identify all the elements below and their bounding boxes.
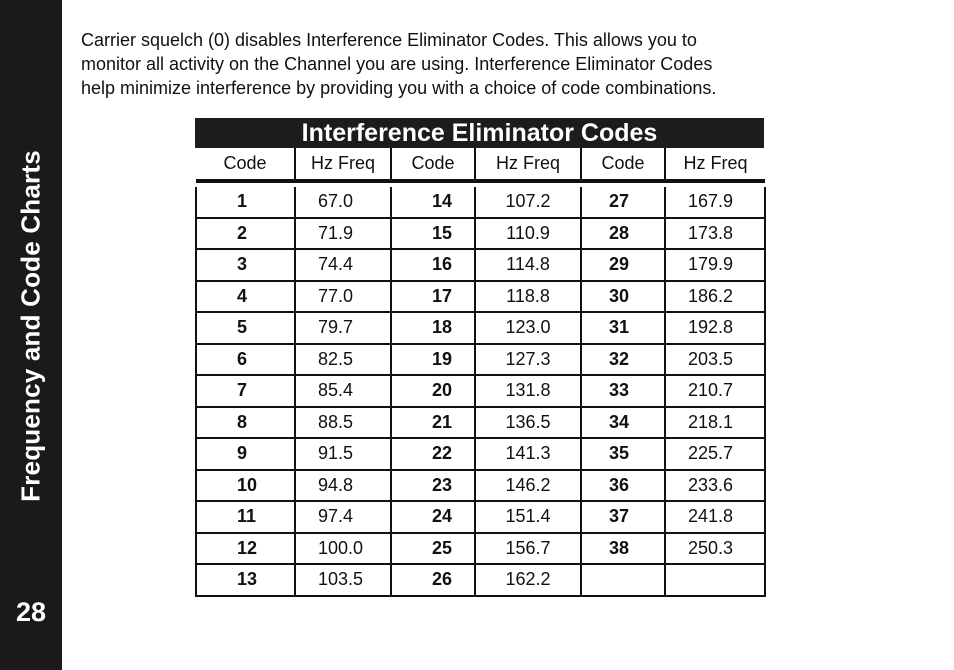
hz-freq-cell: 100.0	[295, 533, 391, 565]
table-row	[196, 218, 765, 250]
code-cell: 36	[581, 470, 665, 502]
code-cell: 16	[391, 249, 475, 281]
table-row	[196, 249, 765, 281]
code-cell: 15	[391, 218, 475, 250]
code-cell: 37	[581, 501, 665, 533]
hz-freq-cell	[665, 564, 765, 596]
code-cell: 12	[196, 533, 295, 565]
codes-table	[195, 148, 766, 597]
hz-freq-cell: 186.2	[665, 281, 765, 313]
code-cell: 6	[196, 344, 295, 376]
code-cell: 23	[391, 470, 475, 502]
header-row	[196, 148, 765, 181]
table-row	[196, 187, 765, 218]
hz-freq-cell: 74.4	[295, 249, 391, 281]
table-row	[196, 533, 765, 565]
hz-freq-cell: 77.0	[295, 281, 391, 313]
table-row	[196, 564, 765, 596]
code-cell	[581, 564, 665, 596]
hz-freq-cell: 192.8	[665, 312, 765, 344]
code-cell: 31	[581, 312, 665, 344]
code-cell: 33	[581, 375, 665, 407]
table-row	[196, 407, 765, 439]
hz-freq-cell: 156.7	[475, 533, 581, 565]
hz-freq-cell: 210.7	[665, 375, 765, 407]
code-cell: 2	[196, 218, 295, 250]
hz-freq-cell: 82.5	[295, 344, 391, 376]
code-cell: 11	[196, 501, 295, 533]
hz-freq-cell: 107.2	[475, 187, 581, 218]
hz-freq-cell: 103.5	[295, 564, 391, 596]
code-cell: 30	[581, 281, 665, 313]
code-cell: 29	[581, 249, 665, 281]
code-cell: 7	[196, 375, 295, 407]
hz-freq-cell: 173.8	[665, 218, 765, 250]
hz-freq-cell: 123.0	[475, 312, 581, 344]
hz-freq-cell: 241.8	[665, 501, 765, 533]
hz-freq-cell: 94.8	[295, 470, 391, 502]
code-cell: 19	[391, 344, 475, 376]
hz-freq-cell: 97.4	[295, 501, 391, 533]
intro-line: Carrier squelch (0) disables Interference Eliminator Codes. This allows you to	[81, 30, 697, 50]
table-row	[196, 312, 765, 344]
code-cell: 32	[581, 344, 665, 376]
code-cell: 35	[581, 438, 665, 470]
intro-line: help minimize interference by providing you with a choice of code combinations.	[81, 78, 717, 98]
hz-freq-cell: 233.6	[665, 470, 765, 502]
code-cell: 9	[196, 438, 295, 470]
header-code: Code	[581, 148, 665, 181]
code-cell: 13	[196, 564, 295, 596]
hz-freq-cell: 218.1	[665, 407, 765, 439]
page-number: 28	[15, 597, 47, 627]
table-row	[196, 281, 765, 313]
hz-freq-cell: 88.5	[295, 407, 391, 439]
hz-freq-cell: 110.9	[475, 218, 581, 250]
table-body	[196, 181, 765, 596]
code-cell: 22	[391, 438, 475, 470]
table-row	[196, 470, 765, 502]
hz-freq-cell: 79.7	[295, 312, 391, 344]
code-cell: 28	[581, 218, 665, 250]
code-cell: 34	[581, 407, 665, 439]
intro-line: monitor all activity on the Channel you are using. Interference Eliminator Codes	[81, 54, 713, 74]
code-cell: 17	[391, 281, 475, 313]
code-cell: 14	[391, 187, 475, 218]
sidebar	[0, 0, 62, 670]
code-cell: 20	[391, 375, 475, 407]
hz-freq-cell: 118.8	[475, 281, 581, 313]
hz-freq-cell: 141.3	[475, 438, 581, 470]
table-title: Interference Eliminator Codes	[195, 118, 764, 148]
hz-freq-cell: 127.3	[475, 344, 581, 376]
hz-freq-cell: 67.0	[295, 187, 391, 218]
code-cell: 5	[196, 312, 295, 344]
code-cell: 27	[581, 187, 665, 218]
hz-freq-cell: 136.5	[475, 407, 581, 439]
code-cell: 21	[391, 407, 475, 439]
hz-freq-cell: 203.5	[665, 344, 765, 376]
hz-freq-cell: 162.2	[475, 564, 581, 596]
code-cell: 18	[391, 312, 475, 344]
hz-freq-cell: 71.9	[295, 218, 391, 250]
hz-freq-cell: 225.7	[665, 438, 765, 470]
hz-freq-cell: 131.8	[475, 375, 581, 407]
code-cell: 8	[196, 407, 295, 439]
hz-freq-cell: 146.2	[475, 470, 581, 502]
header-hz-freq: Hz Freq	[665, 148, 765, 181]
code-cell: 26	[391, 564, 475, 596]
code-cell: 3	[196, 249, 295, 281]
table-row	[196, 344, 765, 376]
hz-freq-cell: 151.4	[475, 501, 581, 533]
hz-freq-cell: 250.3	[665, 533, 765, 565]
hz-freq-cell: 91.5	[295, 438, 391, 470]
code-cell: 38	[581, 533, 665, 565]
code-cell: 4	[196, 281, 295, 313]
section-title: Frequency and Code Charts	[15, 150, 46, 502]
code-cell: 10	[196, 470, 295, 502]
code-cell: 1	[196, 187, 295, 218]
header-hz-freq: Hz Freq	[475, 148, 581, 181]
code-cell: 25	[391, 533, 475, 565]
header-code: Code	[391, 148, 475, 181]
hz-freq-cell: 114.8	[475, 249, 581, 281]
hz-freq-cell: 167.9	[665, 187, 765, 218]
code-cell: 24	[391, 501, 475, 533]
hz-freq-cell: 85.4	[295, 375, 391, 407]
header-code: Code	[196, 148, 295, 181]
header-hz-freq: Hz Freq	[295, 148, 391, 181]
hz-freq-cell: 179.9	[665, 249, 765, 281]
intro-paragraph	[81, 28, 881, 100]
table-row	[196, 438, 765, 470]
table-row	[196, 375, 765, 407]
table-row	[196, 501, 765, 533]
